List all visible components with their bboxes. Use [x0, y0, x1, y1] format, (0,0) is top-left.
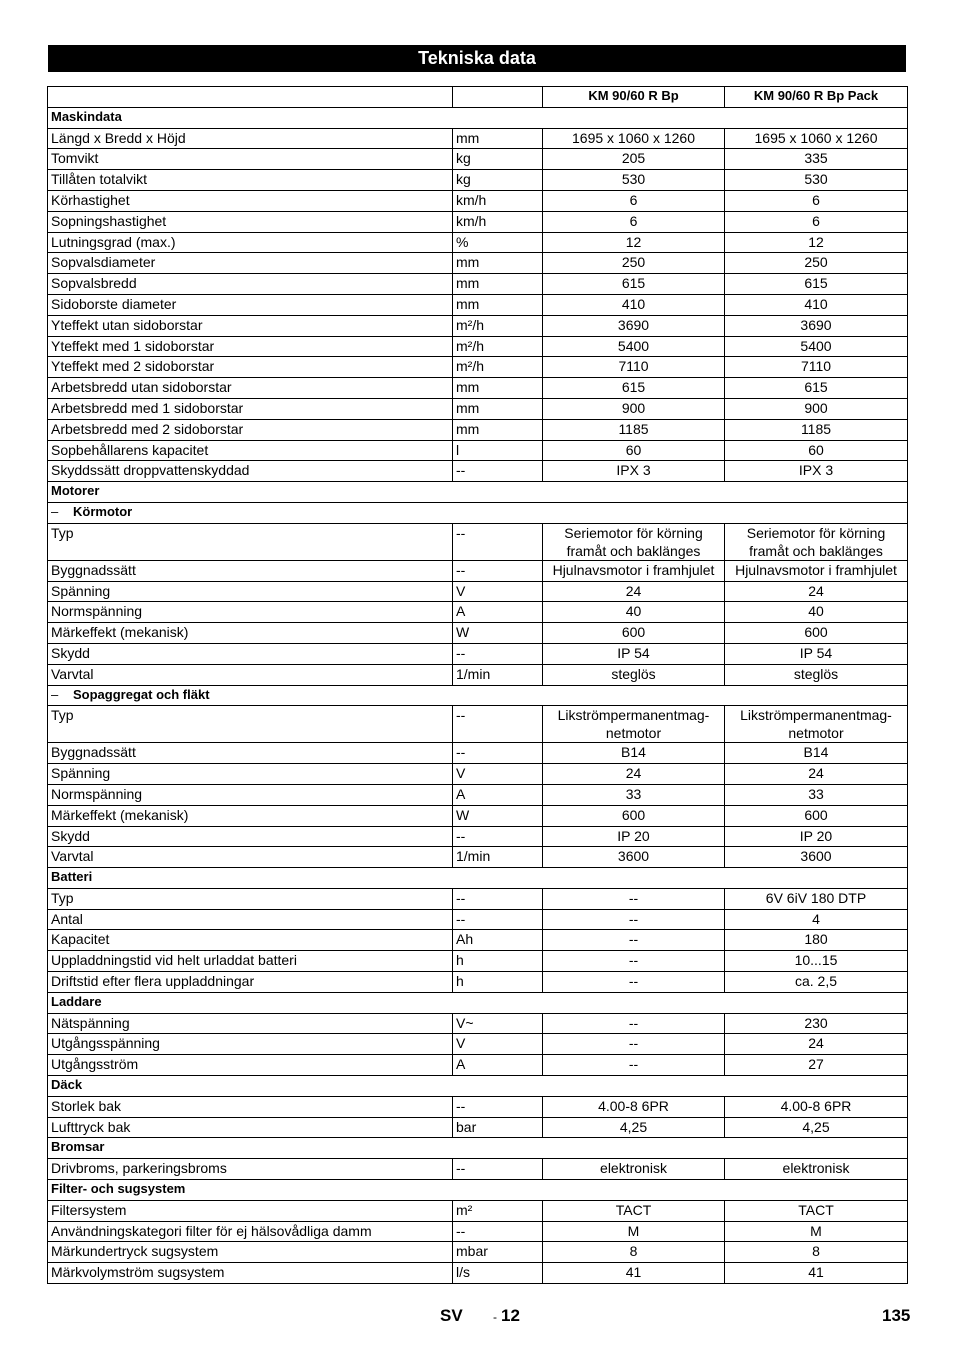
spec-value-model-1: --	[543, 1034, 725, 1055]
section-header-row	[48, 482, 908, 503]
spec-unit: mm	[453, 378, 543, 399]
spec-label: Utgångsspänning	[48, 1034, 453, 1055]
technical-data-table	[47, 86, 908, 1284]
spec-unit: l	[453, 440, 543, 461]
spec-label: Arbetsbredd med 2 sidoborstar	[48, 419, 453, 440]
footer-section-page	[493, 1306, 520, 1326]
spec-label: Byggnadssätt	[48, 743, 453, 764]
table-row	[48, 826, 908, 847]
spec-label: Skydd	[48, 826, 453, 847]
spec-value-model-2: 12	[725, 232, 908, 253]
spec-label: Utgångsström	[48, 1055, 453, 1076]
subsection-cell	[48, 502, 908, 523]
table-row	[48, 357, 908, 378]
spec-value-model-1: elektronisk	[543, 1159, 725, 1180]
spec-value-model-2: 5400	[725, 336, 908, 357]
spec-value-model-1: 3600	[543, 847, 725, 868]
spec-value-model-2: 27	[725, 1055, 908, 1076]
spec-unit: bar	[453, 1117, 543, 1138]
spec-value-model-2: 4.00-8 6PR	[725, 1096, 908, 1117]
table-row	[48, 930, 908, 951]
spec-unit: Ah	[453, 930, 543, 951]
table-row	[48, 1263, 908, 1284]
spec-value-model-2: steglös	[725, 664, 908, 685]
spec-unit: --	[453, 1096, 543, 1117]
spec-unit: A	[453, 1055, 543, 1076]
spec-unit: --	[453, 643, 543, 664]
spec-value-model-1: 24	[543, 764, 725, 785]
table-row	[48, 706, 908, 743]
spec-label: Skyddssätt droppvattenskyddad	[48, 461, 453, 482]
spec-value-model-2: 3600	[725, 847, 908, 868]
table-row	[48, 378, 908, 399]
spec-label: Filtersystem	[48, 1200, 453, 1221]
table-row	[48, 1242, 908, 1263]
table-row	[48, 398, 908, 419]
spec-value-model-1: TACT	[543, 1200, 725, 1221]
spec-unit: km/h	[453, 211, 543, 232]
spec-value-model-2: 4	[725, 909, 908, 930]
spec-value-model-2: IP 54	[725, 643, 908, 664]
spec-label: Sopvalsdiameter	[48, 253, 453, 274]
spec-unit: V~	[453, 1013, 543, 1034]
header-model-2: KM 90/60 R Bp Pack	[725, 87, 908, 108]
spec-value-model-2: 410	[725, 294, 908, 315]
spec-label: Antal	[48, 909, 453, 930]
spec-unit: --	[453, 909, 543, 930]
spec-value-model-1: 1695 x 1060 x 1260	[543, 128, 725, 149]
spec-unit: mm	[453, 253, 543, 274]
section-title: Däck	[48, 1076, 908, 1097]
spec-unit: h	[453, 951, 543, 972]
spec-unit: m²/h	[453, 336, 543, 357]
spec-unit: --	[453, 461, 543, 482]
spec-value-model-1: 6	[543, 211, 725, 232]
section-header-row	[48, 1180, 908, 1201]
footer-section-number: 12	[501, 1306, 520, 1325]
spec-unit: V	[453, 1034, 543, 1055]
spec-value-model-2: 250	[725, 253, 908, 274]
spec-unit: --	[453, 1221, 543, 1242]
spec-label: Varvtal	[48, 664, 453, 685]
spec-label: Användningskategori filter för ej hälsovådliga damm	[48, 1221, 453, 1242]
spec-value-model-1: Seriemotor för körning framåt och baklänges	[543, 523, 725, 560]
table-row	[48, 315, 908, 336]
subsection-title: Körmotor	[73, 503, 133, 519]
section-title: Bromsar	[48, 1138, 908, 1159]
spec-value-model-1: 12	[543, 232, 725, 253]
spec-value-model-1: 5400	[543, 336, 725, 357]
spec-label: Kapacitet	[48, 930, 453, 951]
spec-value-model-1: 41	[543, 1263, 725, 1284]
spec-label: Lufttryck bak	[48, 1117, 453, 1138]
table-row	[48, 560, 908, 581]
spec-value-model-1: Likströmpermanentmag-netmotor	[543, 706, 725, 743]
spec-unit: mm	[453, 274, 543, 295]
table-row	[48, 461, 908, 482]
table-row	[48, 784, 908, 805]
spec-label: Tillåten totalvikt	[48, 170, 453, 191]
table-row	[48, 211, 908, 232]
spec-value-model-2: 33	[725, 784, 908, 805]
section-title: Filter- och sugsystem	[48, 1180, 908, 1201]
table-row	[48, 602, 908, 623]
spec-label: Typ	[48, 706, 453, 743]
section-header-row	[48, 1138, 908, 1159]
spec-label: Typ	[48, 888, 453, 909]
spec-label: Driftstid efter flera uppladdningar	[48, 972, 453, 993]
spec-label: Märkeffekt (mekanisk)	[48, 623, 453, 644]
spec-label: Nätspänning	[48, 1013, 453, 1034]
spec-value-model-1: 7110	[543, 357, 725, 378]
spec-unit: --	[453, 826, 543, 847]
section-header-row	[48, 868, 908, 889]
section-title: Batteri	[48, 868, 908, 889]
spec-value-model-2: 3690	[725, 315, 908, 336]
spec-value-model-2: IPX 3	[725, 461, 908, 482]
table-row	[48, 643, 908, 664]
section-header-row	[48, 992, 908, 1013]
spec-unit: kg	[453, 149, 543, 170]
spec-value-model-1: 1185	[543, 419, 725, 440]
spec-value-model-1: IPX 3	[543, 461, 725, 482]
footer-separator: -	[493, 1310, 497, 1324]
spec-value-model-1: 205	[543, 149, 725, 170]
section-header-row	[48, 107, 908, 128]
spec-value-model-1: 250	[543, 253, 725, 274]
spec-value-model-1: --	[543, 951, 725, 972]
spec-unit: m²/h	[453, 315, 543, 336]
spec-value-model-1: M	[543, 1221, 725, 1242]
table-row	[48, 523, 908, 560]
spec-value-model-1: --	[543, 909, 725, 930]
spec-value-model-1: --	[543, 972, 725, 993]
spec-label: Yteffekt utan sidoborstar	[48, 315, 453, 336]
spec-unit: %	[453, 232, 543, 253]
spec-value-model-1: 24	[543, 581, 725, 602]
subsection-cell	[48, 685, 908, 706]
spec-label: Yteffekt med 2 sidoborstar	[48, 357, 453, 378]
table-row	[48, 170, 908, 191]
table-row	[48, 1013, 908, 1034]
spec-label: Byggnadssätt	[48, 560, 453, 581]
spec-value-model-2: 335	[725, 149, 908, 170]
spec-value-model-2: 24	[725, 1034, 908, 1055]
spec-value-model-2: 530	[725, 170, 908, 191]
spec-value-model-2: 7110	[725, 357, 908, 378]
spec-value-model-2: 230	[725, 1013, 908, 1034]
spec-label: Märkundertryck sugsystem	[48, 1242, 453, 1263]
table-row	[48, 805, 908, 826]
spec-unit: V	[453, 581, 543, 602]
spec-unit: m²	[453, 1200, 543, 1221]
dash-bullet-icon: –	[51, 503, 59, 519]
section-title: Motorer	[48, 482, 908, 503]
spec-value-model-2: IP 20	[725, 826, 908, 847]
table-row	[48, 664, 908, 685]
spec-value-model-2: Seriemotor för körning framåt och baklänges	[725, 523, 908, 560]
spec-value-model-2: 41	[725, 1263, 908, 1284]
spec-value-model-1: 6	[543, 190, 725, 211]
spec-value-model-1: 3690	[543, 315, 725, 336]
spec-label: Arbetsbredd med 1 sidoborstar	[48, 398, 453, 419]
subsection-header-row	[48, 685, 908, 706]
spec-value-model-1: 600	[543, 805, 725, 826]
spec-value-model-1: 530	[543, 170, 725, 191]
table-row	[48, 1221, 908, 1242]
spec-value-model-1: 8	[543, 1242, 725, 1263]
spec-unit: mm	[453, 398, 543, 419]
spec-label: Normspänning	[48, 602, 453, 623]
spec-unit: mm	[453, 419, 543, 440]
section-title: Maskindata	[48, 107, 908, 128]
spec-value-model-2: 60	[725, 440, 908, 461]
table-row	[48, 190, 908, 211]
spec-value-model-2: B14	[725, 743, 908, 764]
spec-unit: --	[453, 1159, 543, 1180]
spec-unit: h	[453, 972, 543, 993]
spec-value-model-1: 410	[543, 294, 725, 315]
table-row	[48, 1200, 908, 1221]
table-row	[48, 951, 908, 972]
spec-unit: V	[453, 764, 543, 785]
spec-label: Sopvalsbredd	[48, 274, 453, 295]
spec-unit: m²/h	[453, 357, 543, 378]
spec-label: Märkeffekt (mekanisk)	[48, 805, 453, 826]
table-row	[48, 847, 908, 868]
spec-label: Typ	[48, 523, 453, 560]
table-row	[48, 743, 908, 764]
table-row	[48, 581, 908, 602]
spec-value-model-2: 24	[725, 581, 908, 602]
spec-unit: mbar	[453, 1242, 543, 1263]
table-row	[48, 1117, 908, 1138]
spec-label: Storlek bak	[48, 1096, 453, 1117]
table-row	[48, 972, 908, 993]
table-row	[48, 888, 908, 909]
spec-unit: mm	[453, 128, 543, 149]
table-row	[48, 419, 908, 440]
spec-value-model-2: ca. 2,5	[725, 972, 908, 993]
spec-value-model-1: 40	[543, 602, 725, 623]
spec-unit: W	[453, 623, 543, 644]
spec-label: Körhastighet	[48, 190, 453, 211]
spec-value-model-2: M	[725, 1221, 908, 1242]
spec-value-model-1: B14	[543, 743, 725, 764]
spec-value-model-2: Hjulnavsmotor i framhjulet	[725, 560, 908, 581]
spec-value-model-2: 24	[725, 764, 908, 785]
spec-value-model-1: --	[543, 1013, 725, 1034]
spec-value-model-2: 10...15	[725, 951, 908, 972]
page-title: Tekniska data	[48, 45, 906, 72]
spec-label: Normspänning	[48, 784, 453, 805]
spec-value-model-1: IP 20	[543, 826, 725, 847]
spec-label: Yteffekt med 1 sidoborstar	[48, 336, 453, 357]
spec-unit: A	[453, 602, 543, 623]
spec-value-model-1: 900	[543, 398, 725, 419]
section-title: Laddare	[48, 992, 908, 1013]
spec-value-model-1: Hjulnavsmotor i framhjulet	[543, 560, 725, 581]
technical-data-body	[48, 87, 908, 1284]
table-header-row	[48, 87, 908, 108]
table-row	[48, 764, 908, 785]
spec-value-model-2: 40	[725, 602, 908, 623]
spec-value-model-2: elektronisk	[725, 1159, 908, 1180]
spec-value-model-1: 615	[543, 274, 725, 295]
spec-value-model-1: 600	[543, 623, 725, 644]
spec-value-model-2: 615	[725, 378, 908, 399]
spec-unit: A	[453, 784, 543, 805]
table-row	[48, 440, 908, 461]
spec-label: Sidoborste diameter	[48, 294, 453, 315]
spec-value-model-2: 900	[725, 398, 908, 419]
table-row	[48, 232, 908, 253]
spec-value-model-1: 4,25	[543, 1117, 725, 1138]
spec-value-model-2: 4,25	[725, 1117, 908, 1138]
spec-label: Märkvolymström sugsystem	[48, 1263, 453, 1284]
spec-unit: --	[453, 888, 543, 909]
spec-value-model-2: 1185	[725, 419, 908, 440]
spec-value-model-1: 33	[543, 784, 725, 805]
spec-label: Sopningshastighet	[48, 211, 453, 232]
spec-value-model-2: 615	[725, 274, 908, 295]
spec-label: Lutningsgrad (max.)	[48, 232, 453, 253]
table-row	[48, 274, 908, 295]
spec-label: Längd x Bredd x Höjd	[48, 128, 453, 149]
spec-unit: km/h	[453, 190, 543, 211]
spec-unit: --	[453, 523, 543, 560]
spec-unit: W	[453, 805, 543, 826]
spec-unit: 1/min	[453, 847, 543, 868]
table-row	[48, 1034, 908, 1055]
spec-label: Spänning	[48, 764, 453, 785]
spec-value-model-2: 6V 6iV 180 DTP	[725, 888, 908, 909]
spec-value-model-2: 6	[725, 211, 908, 232]
spec-value-model-2: 1695 x 1060 x 1260	[725, 128, 908, 149]
header-model-1: KM 90/60 R Bp	[543, 87, 725, 108]
spec-value-model-2: 600	[725, 623, 908, 644]
spec-label: Varvtal	[48, 847, 453, 868]
subsection-header-row	[48, 502, 908, 523]
table-row	[48, 149, 908, 170]
spec-value-model-1: --	[543, 1055, 725, 1076]
spec-label: Tomvikt	[48, 149, 453, 170]
spec-unit: --	[453, 560, 543, 581]
spec-unit: mm	[453, 294, 543, 315]
spec-unit: kg	[453, 170, 543, 191]
spec-unit: l/s	[453, 1263, 543, 1284]
spec-value-model-1: steglös	[543, 664, 725, 685]
spec-label: Drivbroms, parkeringsbroms	[48, 1159, 453, 1180]
spec-value-model-2: 8	[725, 1242, 908, 1263]
spec-value-model-1: --	[543, 888, 725, 909]
spec-label: Skydd	[48, 643, 453, 664]
table-row	[48, 1055, 908, 1076]
section-header-row	[48, 1076, 908, 1097]
table-row	[48, 128, 908, 149]
spec-unit: 1/min	[453, 664, 543, 685]
subsection-title: Sopaggregat och fläkt	[73, 686, 210, 702]
header-label-cell	[48, 87, 453, 108]
spec-unit: --	[453, 706, 543, 743]
spec-label: Arbetsbredd utan sidoborstar	[48, 378, 453, 399]
spec-label: Spänning	[48, 581, 453, 602]
table-row	[48, 1096, 908, 1117]
header-unit-cell	[453, 87, 543, 108]
spec-value-model-2: TACT	[725, 1200, 908, 1221]
spec-value-model-1: 615	[543, 378, 725, 399]
spec-value-model-2: 180	[725, 930, 908, 951]
table-row	[48, 623, 908, 644]
spec-unit: --	[453, 743, 543, 764]
spec-value-model-2: 6	[725, 190, 908, 211]
footer-language: SV	[440, 1306, 463, 1325]
spec-label: Sopbehållarens kapacitet	[48, 440, 453, 461]
dash-bullet-icon: –	[51, 686, 59, 702]
spec-value-model-2: 600	[725, 805, 908, 826]
table-row	[48, 294, 908, 315]
spec-value-model-2: Likströmpermanentmag-netmotor	[725, 706, 908, 743]
spec-value-model-1: IP 54	[543, 643, 725, 664]
page-number: 135	[882, 1306, 911, 1325]
table-row	[48, 336, 908, 357]
spec-value-model-1: 60	[543, 440, 725, 461]
spec-value-model-1: --	[543, 930, 725, 951]
table-row	[48, 909, 908, 930]
spec-value-model-1: 4.00-8 6PR	[543, 1096, 725, 1117]
table-row	[48, 1159, 908, 1180]
table-row	[48, 253, 908, 274]
spec-label: Uppladdningstid vid helt urladdat batteri	[48, 951, 453, 972]
